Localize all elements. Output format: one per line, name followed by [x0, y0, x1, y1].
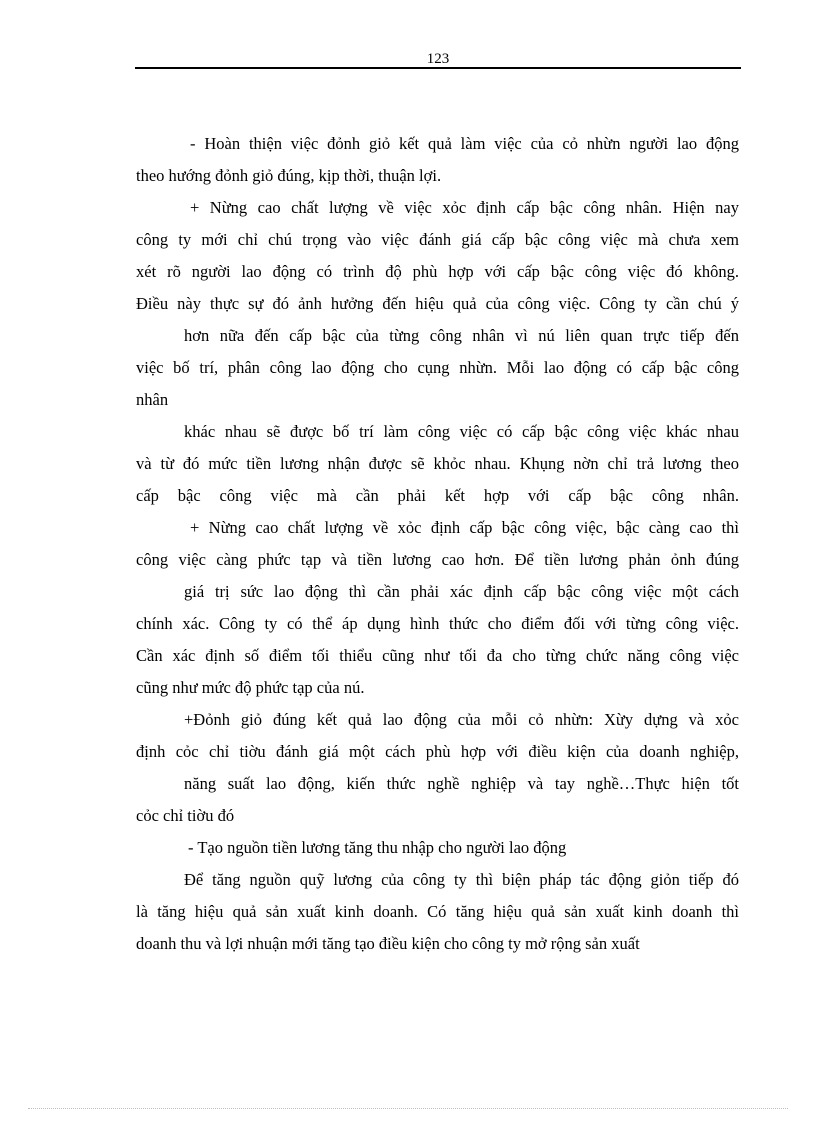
page-number: 123	[426, 51, 450, 67]
page-bottom-border	[28, 1108, 788, 1109]
text-line: +Đỏnh giỏ đúng kết quả lao động của mỗi cỏ nhừn: Xừy dựng và xỏc	[184, 710, 739, 729]
text-line: nhân	[136, 390, 169, 409]
text-line: năng suất lao động, kiến thức nghề nghiệp và tay nghề…Thực hiện tốt	[184, 774, 739, 793]
text-line: chính xác. Công ty có thể áp dụng hình thức cho điểm đối với từng công việc.	[136, 614, 739, 633]
text-line: công việc càng phức tạp và tiền lương cao hơn. Để tiền lương phản ỏnh đúng	[136, 550, 739, 569]
text-line: Điều này thực sự đó ảnh hưởng đến hiệu quả của công việc. Công ty cần chú ý	[136, 294, 739, 313]
text-line: là tăng hiệu quả sản xuất kinh doanh. Có tăng hiệu quả sản xuất kinh doanh thì	[136, 902, 739, 921]
text-line: doanh thu và lợi nhuận mới tăng tạo điều kiện cho công ty mở rộng sản xuất	[136, 934, 640, 953]
text-line: - Hoàn thiện việc đỏnh giỏ kết quả làm việc của cỏ nhừn người lao động	[190, 134, 739, 153]
text-line: cũng như mức độ phức tạp của nú.	[136, 678, 365, 697]
text-line: công ty mới chỉ chú trọng vào việc đánh giá cấp bậc công việc mà chưa xem	[136, 230, 739, 249]
text-line: + Nừng cao chất lượng về xỏc định cấp bậc công việc, bậc càng cao thì	[190, 518, 739, 537]
text-line: xét rõ người lao động có trình độ phù hợp với cấp bậc công việc đó không.	[136, 262, 739, 281]
text-line: Cần xác định số điểm tối thiểu cũng như tối đa cho từng chức năng công việc	[136, 646, 739, 665]
text-line: và từ đó mức tiền lương nhận được sẽ khỏc nhau. Khụng nờn chỉ trả lương theo	[136, 454, 739, 473]
header-rule	[135, 67, 741, 69]
body-text	[136, 128, 739, 960]
text-line: theo hướng đỏnh giỏ đúng, kịp thời, thuận lợi.	[136, 166, 442, 185]
text-line: - Tạo nguồn tiền lương tăng thu nhập cho người lao động	[188, 838, 567, 857]
text-line: cỏc chỉ tiờu đó	[136, 806, 235, 825]
text-line: việc bố trí, phân công lao động cho cụng nhừn. Mỗi lao động có cấp bậc công	[136, 358, 739, 377]
text-line: định cỏc chỉ tiờu đánh giá một cách phù hợp với điều kiện của doanh nghiệp,	[136, 742, 739, 761]
text-line: cấp bậc công việc mà cần phải kết hợp với cấp bậc công nhân.	[136, 486, 739, 505]
text-line: hơn nữa đến cấp bậc của từng công nhân vì nú liên quan trực tiếp đến	[184, 326, 739, 345]
text-line: giá trị sức lao động thì cần phải xác định cấp bậc công việc một cách	[184, 582, 739, 601]
text-line: + Nừng cao chất lượng về việc xỏc định cấp bậc công nhân. Hiện nay	[190, 198, 739, 217]
text-line: Để tăng nguồn quỹ lương của công ty thì biện pháp tác động giỏn tiếp đó	[184, 870, 739, 889]
text-line: khác nhau sẽ được bố trí làm công việc có cấp bậc công việc khác nhau	[184, 422, 739, 441]
